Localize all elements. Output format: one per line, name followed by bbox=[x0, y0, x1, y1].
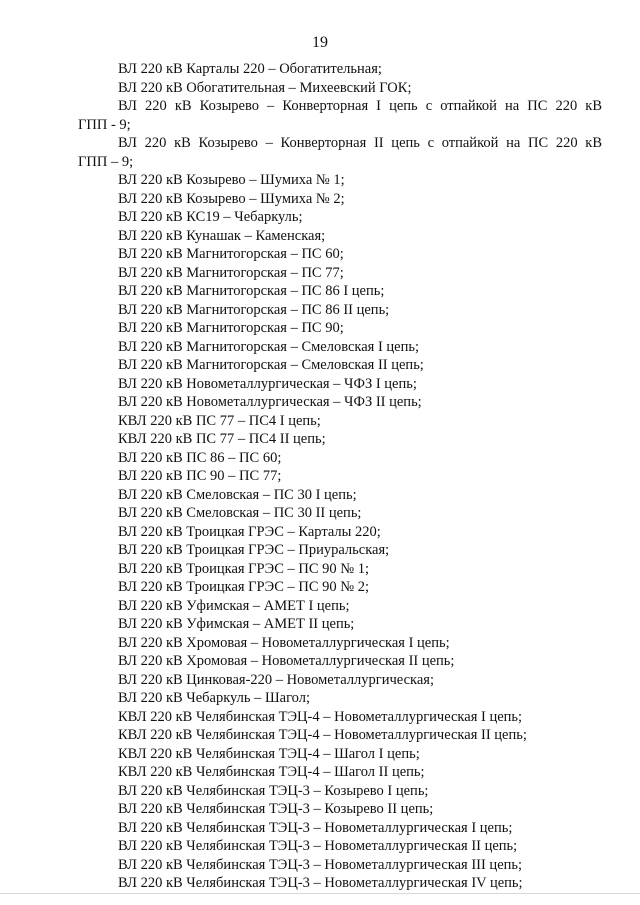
list-item: ВЛ 220 кВ Троицкая ГРЭС – Карталы 220; bbox=[118, 523, 381, 540]
list-item: ВЛ 220 кВ Магнитогорская – ПС 90; bbox=[118, 320, 344, 336]
power-line-list bbox=[78, 60, 602, 893]
list-item: ВЛ 220 кВ Карталы 220 – Обогатительная; bbox=[118, 61, 382, 77]
list-item: ВЛ 220 кВ Челябинская ТЭЦ-3 – Новометаллургическая II цепь; bbox=[118, 838, 518, 854]
list-item: ВЛ 220 кВ Магнитогорская – ПС 77; bbox=[118, 264, 344, 281]
list-item: ВЛ 220 кВ Смеловская – ПС 30 I цепь; bbox=[118, 486, 357, 503]
list-item: ВЛ 220 кВ Челябинская ТЭЦ-3 – Новометаллургическая I цепь; bbox=[118, 819, 513, 836]
list-item: ВЛ 220 кВ Троицкая ГРЭС – ПС 90 № 2; bbox=[118, 579, 369, 595]
list-item: КВЛ 220 кВ Челябинская ТЭЦ-4 – Новометаллургическая I цепь; bbox=[118, 708, 523, 725]
list-item: ВЛ 220 кВ Козырево – Конверторная I цепь с отпайкой на ПС 220 кВ bbox=[118, 98, 602, 114]
list-item: ВЛ 220 кВ Челябинская ТЭЦ-3 – Новометаллургическая IV цепь; bbox=[118, 875, 523, 891]
list-item: ВЛ 220 кВ Козырево – Конверторная II цепь с отпайкой на ПС 220 кВ bbox=[118, 135, 602, 151]
list-item: ВЛ 220 кВ Козырево – Шумиха № 2; bbox=[118, 190, 345, 207]
list-item: ВЛ 220 кВ Чебаркуль – Шагол; bbox=[118, 690, 310, 706]
list-item: ВЛ 220 кВ Цинковая-220 – Новометаллургическая; bbox=[118, 671, 434, 688]
list-item: ВЛ 220 кВ Магнитогорская – ПС 86 II цепь; bbox=[118, 301, 390, 318]
list-item: КВЛ 220 кВ ПС 77 – ПС4 II цепь; bbox=[118, 431, 326, 447]
list-item: ВЛ 220 кВ Челябинская ТЭЦ-3 – Козырево I цепь; bbox=[118, 782, 429, 799]
list-item: ВЛ 220 кВ Хромовая – Новометаллургическая I цепь; bbox=[118, 634, 450, 651]
list-item-continuation: ГПП - 9; bbox=[78, 116, 131, 133]
page-bottom-edge bbox=[0, 893, 640, 894]
list-item: ВЛ 220 кВ Уфимская – АМЕТ I цепь; bbox=[118, 597, 350, 614]
list-item: КВЛ 220 кВ Челябинская ТЭЦ-4 – Шагол II цепь; bbox=[118, 764, 425, 780]
list-item: ВЛ 220 кВ Троицкая ГРЭС – Приуральская; bbox=[118, 542, 390, 558]
page-number: 19 bbox=[312, 34, 328, 51]
list-item: ВЛ 220 кВ Челябинская ТЭЦ-3 – Новометаллургическая III цепь; bbox=[118, 856, 523, 873]
list-item: ВЛ 220 кВ Магнитогорская – Смеловская II цепь; bbox=[118, 357, 424, 373]
list-item: ВЛ 220 кВ Смеловская – ПС 30 II цепь; bbox=[118, 505, 362, 521]
list-item: ВЛ 220 кВ Хромовая – Новометаллургическая II цепь; bbox=[118, 653, 455, 669]
list-item: КВЛ 220 кВ ПС 77 – ПС4 I цепь; bbox=[118, 412, 321, 429]
list-item: ВЛ 220 кВ Магнитогорская – ПС 60; bbox=[118, 246, 344, 262]
list-item: ВЛ 220 кВ Троицкая ГРЭС – ПС 90 № 1; bbox=[118, 560, 369, 577]
list-item: ВЛ 220 кВ КС19 – Чебаркуль; bbox=[118, 209, 303, 225]
list-item: КВЛ 220 кВ Челябинская ТЭЦ-4 – Новометаллургическая II цепь; bbox=[118, 727, 527, 743]
list-item: ВЛ 220 кВ Челябинская ТЭЦ-3 – Козырево II цепь; bbox=[118, 801, 434, 817]
list-item: КВЛ 220 кВ Челябинская ТЭЦ-4 – Шагол I цепь; bbox=[118, 745, 420, 762]
list-item: ВЛ 220 кВ Новометаллургическая – ЧФЗ II цепь; bbox=[118, 394, 422, 410]
list-item: ВЛ 220 кВ ПС 90 – ПС 77; bbox=[118, 468, 282, 484]
list-item: ВЛ 220 кВ ПС 86 – ПС 60; bbox=[118, 449, 282, 466]
list-item: ВЛ 220 кВ Новометаллургическая – ЧФЗ I цепь; bbox=[118, 375, 417, 392]
list-item-continuation: ГПП – 9; bbox=[78, 153, 134, 170]
list-item: ВЛ 220 кВ Магнитогорская – Смеловская I цепь; bbox=[118, 338, 420, 355]
list-item: ВЛ 220 кВ Козырево – Шумиха № 1; bbox=[118, 172, 345, 188]
list-item: ВЛ 220 кВ Кунашак – Каменская; bbox=[118, 227, 326, 244]
list-item: ВЛ 220 кВ Уфимская – АМЕТ II цепь; bbox=[118, 616, 355, 632]
list-item: ВЛ 220 кВ Магнитогорская – ПС 86 I цепь; bbox=[118, 283, 385, 299]
list-item: ВЛ 220 кВ Обогатительная – Михеевский ГОК; bbox=[118, 79, 412, 96]
